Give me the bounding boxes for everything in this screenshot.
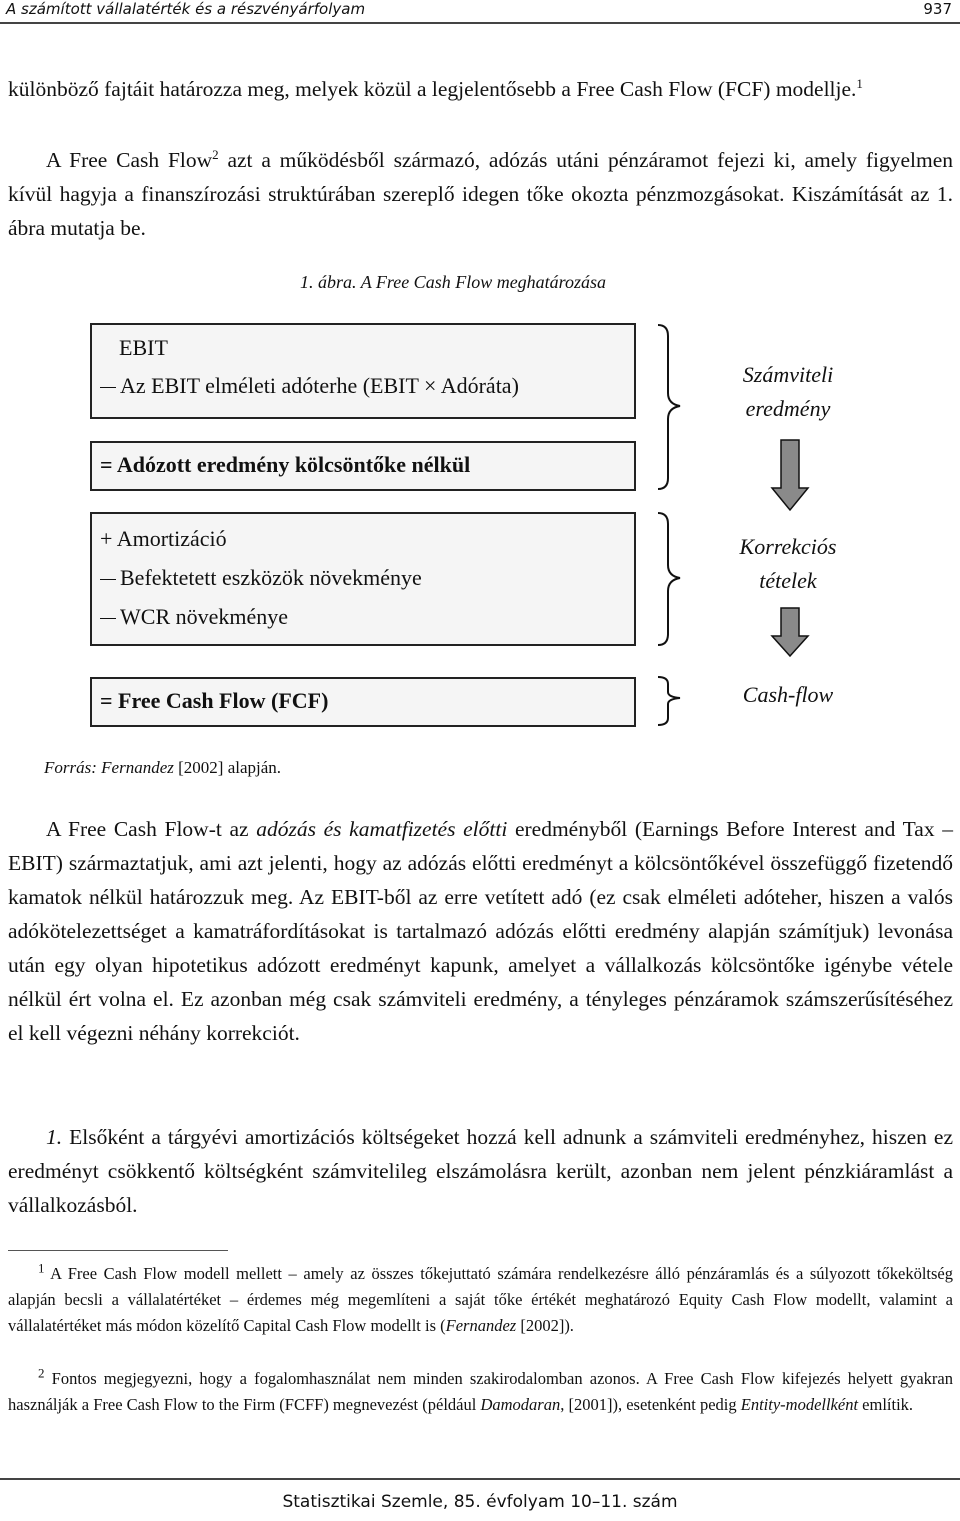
amortization-line: + Amortizáció xyxy=(100,526,227,551)
fixed-assets-text: Befektetett eszközök növekménye xyxy=(120,565,422,590)
note-corrections-1: Korrekciós xyxy=(739,534,837,559)
page-number: 937 xyxy=(923,0,952,18)
intro-text-2a: A Free Cash Flow xyxy=(46,148,213,172)
note-cash-flow: Cash-flow xyxy=(742,682,834,707)
down-arrow-1 xyxy=(772,440,808,510)
brace-cashflow xyxy=(658,677,680,725)
footnote-2-number: 2 xyxy=(38,1365,45,1381)
intro-text-2b: azt a működésből származó, adózás utáni pénzáramot fejezi ki, amely figyelmen kívül hagyja a finanszírozási struktúrában szereplő idegen tőke okozta pénzmozgásokat. Kiszámítását az 1. ábra mutatja be. xyxy=(8,148,954,240)
footnote-1-text: A Free Cash Flow modell mellett – amely az összes tőkejuttató számára rendelkezésre álló pénzáramlás és a súlyozott tőkeköltség alapján becsli a vállalatértéket – érdemes még megemlíteni a saját tőke értékét meghatározó Equity Cash Flow modellt, valamint a vállalatértéket más módon közelítő Capital Cash Flow modellt is ( xyxy=(8,1264,953,1335)
wcr-text: WCR növekménye xyxy=(120,604,289,629)
footnote-2-author: Damodaran xyxy=(480,1395,561,1414)
down-arrow-2 xyxy=(772,608,808,656)
intro-text-1: különböző fajtáit határozza meg, melyek közül a legjelentősebb a Free Cash Flow (FCF) modellje. xyxy=(8,77,857,101)
note-accounting-1: Számviteli xyxy=(742,362,834,387)
source-author: Fernandez xyxy=(101,758,174,777)
footnote-separator xyxy=(8,1250,228,1251)
footer-rule xyxy=(0,1478,960,1480)
figure-source: Forrás: Fernandez [2002] alapján. xyxy=(44,758,282,777)
running-title: A számított vállalatérték és a részvényárfolyam xyxy=(6,0,366,18)
ebit-tax-text: Az EBIT elméleti adóterhe (EBIT × Adóráta) xyxy=(120,373,519,398)
footnote-2-text-c: említik. xyxy=(858,1395,914,1414)
body-text-1a: A Free Cash Flow-t az xyxy=(46,817,257,841)
footnote-1-author: Fernandez xyxy=(445,1316,517,1335)
footnote-ref-1[interactable]: 1 xyxy=(856,75,863,91)
footnote-2-text-a: Fontos megjegyezni, hogy a fogalomhasználat nem minden szakirodalomban azonos. A Free Cash Flow kifejezés helyett gyakran használják a Free Cash Flow to the Firm (FCFF) megnevezést (például xyxy=(8,1369,953,1414)
source-label: Forrás xyxy=(44,758,92,777)
footnote-1-end: [2002]). xyxy=(516,1316,574,1335)
fcf-line: = Free Cash Flow (FCF) xyxy=(100,688,329,713)
source-rest: [2002] alapján. xyxy=(178,758,282,777)
list-number: 1. xyxy=(46,1125,63,1149)
note-corrections xyxy=(708,530,868,598)
ebit-line: EBIT xyxy=(119,335,168,360)
body-text-1b: eredményből (Earnings Before Interest and Tax – EBIT) származtatjuk, ami azt jelenti, hogy az adózás előtti eredményt a kölcsöntőkével összefüggő fizetendő kamatok nélkül határozzuk meg. Az EBIT-ből az erre vetített adó (ez csak elméleti adóteher, hiszen a valós adókötelezettséget a kamatráfordításokat is tartalmazó adózás előtti eredmény alapján számítjuk) levonása után egy olyan hipotetikus adózott eredményt kapunk, amelyet a vállalkozás kölcsöntőke igénybe vétele nélkül ért volna el. Ez azonban még csak számviteli eredmény, a tényleges pénzáramok számszerűsítéséhez el kell végezni néhány korrekciót. xyxy=(8,817,953,1045)
note-corrections-2: tételek xyxy=(759,568,817,593)
brace-corrections xyxy=(658,513,680,645)
figure-label: 1. ábra. xyxy=(300,272,357,292)
note-accounting-2: eredmény xyxy=(745,396,831,421)
body-paragraph-2 xyxy=(8,1120,953,1222)
footnote-2-term: Entity-modellként xyxy=(740,1395,859,1414)
body-text-2: Elsőként a tárgyévi amortizációs költségeket hozzá kell adnunk a számviteli eredményhez, hiszen ez eredményt csökkentő költségként számvitelileg elszámolásra került, azonban nem jelent pénzkiáramlást a vállalkozásból. xyxy=(8,1125,953,1217)
footnote-1-number: 1 xyxy=(38,1260,45,1276)
taxed-result-line: = Adózott eredmény kölcsöntőke nélkül xyxy=(100,452,471,477)
body-text-1-italic: adózás és kamatfizetés előtti xyxy=(256,817,508,841)
figure-title: A Free Cash Flow meghatározása xyxy=(360,272,607,292)
body-paragraph-1 xyxy=(8,812,953,1050)
footnote-2 xyxy=(8,1366,953,1418)
footnote-ref-2[interactable]: 2 xyxy=(212,146,219,162)
footnote-2-text-b: , [2001]), esetenként pedig xyxy=(560,1395,741,1414)
brace-accounting xyxy=(658,325,680,489)
journal-footer: Statisztikai Szemle, 85. évfolyam 10–11. szám xyxy=(282,1492,678,1512)
note-accounting-result xyxy=(708,358,868,426)
footnote-1 xyxy=(8,1261,953,1339)
